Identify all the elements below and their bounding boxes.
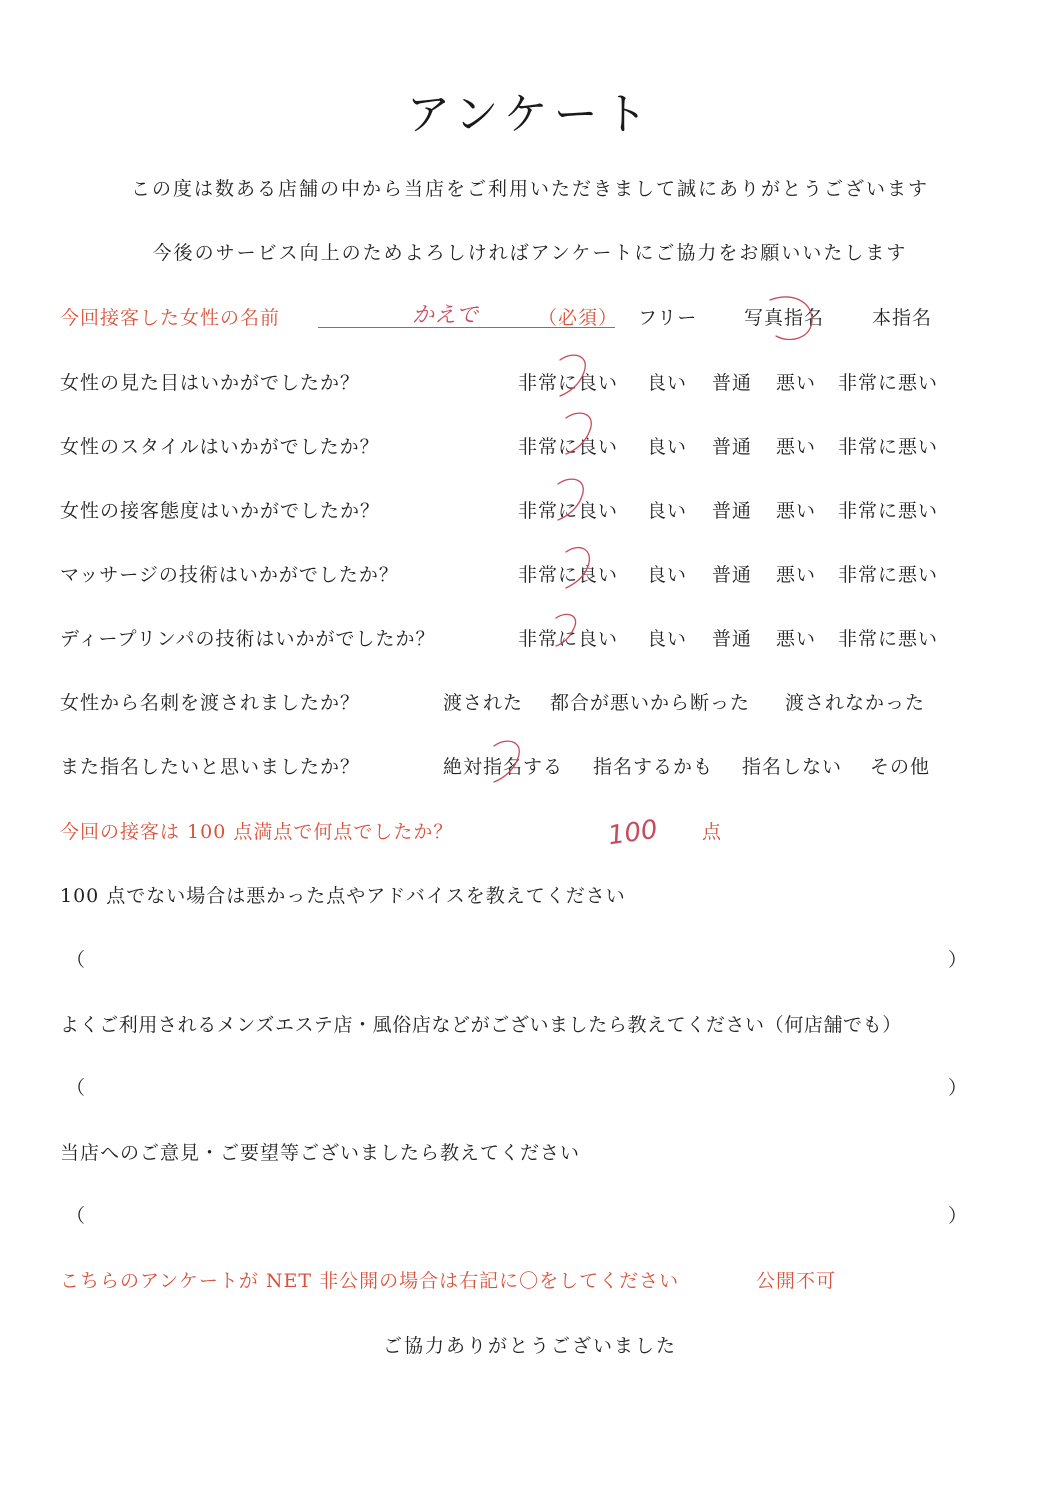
rating-option[interactable]: 悪い <box>776 372 817 394</box>
again-question: また指名したいと思いましたか？ <box>60 756 361 778</box>
rating-option[interactable]: 悪い <box>776 564 817 586</box>
rating-option[interactable]: 良い <box>647 564 688 586</box>
rating-option[interactable]: 普通 <box>712 436 753 458</box>
name-label: 今回接客した女性の名前 <box>60 307 281 329</box>
rating-option[interactable]: 非常に良い <box>518 372 619 394</box>
handwritten-name[interactable]: かえで <box>412 303 479 328</box>
rating-option[interactable]: 普通 <box>712 564 753 586</box>
rating-option[interactable]: 非常に良い <box>518 628 619 650</box>
option-free[interactable]: フリー <box>638 307 698 329</box>
rating-option[interactable]: 非常に悪い <box>838 628 939 650</box>
again-option-no[interactable]: 指名しない <box>742 756 843 778</box>
net-notice: こちらのアンケートが NET 非公開の場合は右記に〇をしてください <box>60 1270 680 1292</box>
shops-paren-open: （ <box>66 1077 86 1099</box>
net-option-private[interactable]: 公開不可 <box>756 1270 837 1292</box>
shops-paren-close: ） <box>948 1077 968 1099</box>
rating-option[interactable]: 悪い <box>776 628 817 650</box>
rating-option[interactable]: 普通 <box>712 500 753 522</box>
score-question: 今回の接客は 100 点満点で何点でしたか？ <box>60 821 454 843</box>
rating-question: マッサージの技術はいかがでしたか？ <box>60 564 399 586</box>
option-regular-nomination[interactable]: 本指名 <box>872 307 933 329</box>
opinion-paren-open: （ <box>66 1205 86 1227</box>
advice-paren-close: ） <box>948 949 968 971</box>
option-photo-nomination[interactable]: 写真指名 <box>744 307 825 329</box>
rating-option[interactable]: 普通 <box>712 372 753 394</box>
rating-option[interactable]: 非常に悪い <box>838 564 939 586</box>
opinion-paren-close: ） <box>948 1205 968 1227</box>
shops-question: よくご利用されるメンズエステ店・風俗店などがございましたら教えてください（何店舗でも） <box>60 1014 902 1036</box>
rating-question: 女性の接客態度はいかがでしたか？ <box>60 500 381 522</box>
card-option-declined[interactable]: 都合が悪いから断った <box>550 692 751 714</box>
again-option-definitely[interactable]: 絶対指名する <box>443 756 564 778</box>
intro-line-1: この度は数ある店舗の中から当店をご利用いただきまして誠にありがとうございます <box>130 178 929 200</box>
advice-paren-open: （ <box>66 949 86 971</box>
page-title: アンケート <box>406 89 654 140</box>
rating-option[interactable]: 良い <box>647 628 688 650</box>
card-option-not-received[interactable]: 渡されなかった <box>785 692 926 714</box>
rating-option[interactable]: 普通 <box>712 628 753 650</box>
opinion-question: 当店へのご意見・ご要望等ございましたら教えてください <box>60 1142 581 1164</box>
rating-option[interactable]: 非常に悪い <box>838 372 939 394</box>
rating-option[interactable]: 悪い <box>776 500 817 522</box>
intro-line-2: 今後のサービス向上のためよろしければアンケートにご協力をお願いいたします <box>152 242 908 264</box>
card-option-received[interactable]: 渡された <box>443 692 524 714</box>
required-mark: （必須） <box>538 307 619 329</box>
score-unit: 点 <box>702 821 723 843</box>
rating-option[interactable]: 良い <box>647 372 688 394</box>
closing-text: ご協力ありがとうございました <box>382 1335 677 1357</box>
rating-question: ディープリンパの技術はいかがでしたか？ <box>60 628 436 650</box>
handwritten-score[interactable]: 100 <box>606 814 660 852</box>
rating-option[interactable]: 良い <box>647 436 688 458</box>
rating-option[interactable]: 非常に悪い <box>838 436 939 458</box>
rating-option[interactable]: 良い <box>647 500 688 522</box>
again-option-maybe[interactable]: 指名するかも <box>593 756 714 778</box>
rating-option[interactable]: 非常に良い <box>518 436 619 458</box>
rating-option[interactable]: 非常に良い <box>518 500 619 522</box>
rating-question: 女性の見た目はいかがでしたか？ <box>60 372 361 394</box>
card-question: 女性から名刺を渡されましたか？ <box>60 692 361 714</box>
rating-option[interactable]: 非常に悪い <box>838 500 939 522</box>
rating-question: 女性のスタイルはいかがでしたか？ <box>60 436 380 458</box>
advice-question: 100 点でない場合は悪かった点やアドバイスを教えてください <box>60 885 626 907</box>
again-option-other[interactable]: その他 <box>870 756 931 778</box>
rating-option[interactable]: 悪い <box>776 436 817 458</box>
rating-option[interactable]: 非常に良い <box>518 564 619 586</box>
